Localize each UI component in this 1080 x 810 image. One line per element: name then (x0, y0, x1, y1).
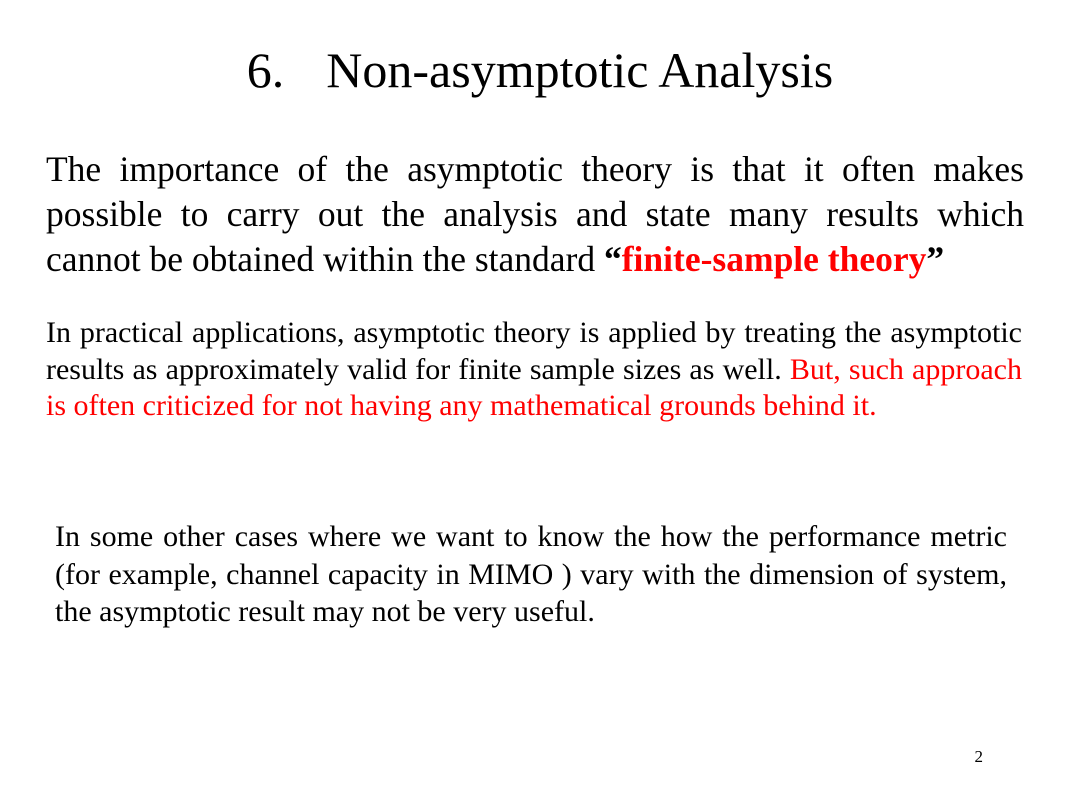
criticism-highlight: But, such approach is often criticized for not having any mathematical grounds behind it. (46, 352, 1022, 422)
quote-close: ” (926, 239, 945, 279)
slide-title (0, 38, 1080, 102)
finite-sample-theory-highlight: finite-sample theory (621, 239, 927, 279)
paragraph-other-cases (55, 518, 1007, 631)
paragraph-asymptotic-importance (46, 147, 1024, 282)
paragraph3-text: In some other cases where we want to know the how the performance metric (for example, channel capacity in MIMO ) vary with the dimension of system, the asymptotic result may not be very useful. (55, 520, 1007, 628)
paragraph-practical-applications (46, 315, 1022, 425)
quote-open: “ (603, 239, 622, 279)
paragraph1-text: The importance of the asymptotic theory is that it often makes possible to carry out the analysis and state many results which cannot be obtained within the standard (46, 149, 1024, 279)
page-number: 2 (974, 747, 983, 766)
title-number: 6. (246, 42, 285, 98)
paragraph2-text: In practical applications, asymptotic theory is applied by treating the asymptotic results as approximately valid for finite sample sizes as well. (46, 316, 1022, 386)
title-text: Non-asymptotic Analysis (326, 42, 834, 98)
